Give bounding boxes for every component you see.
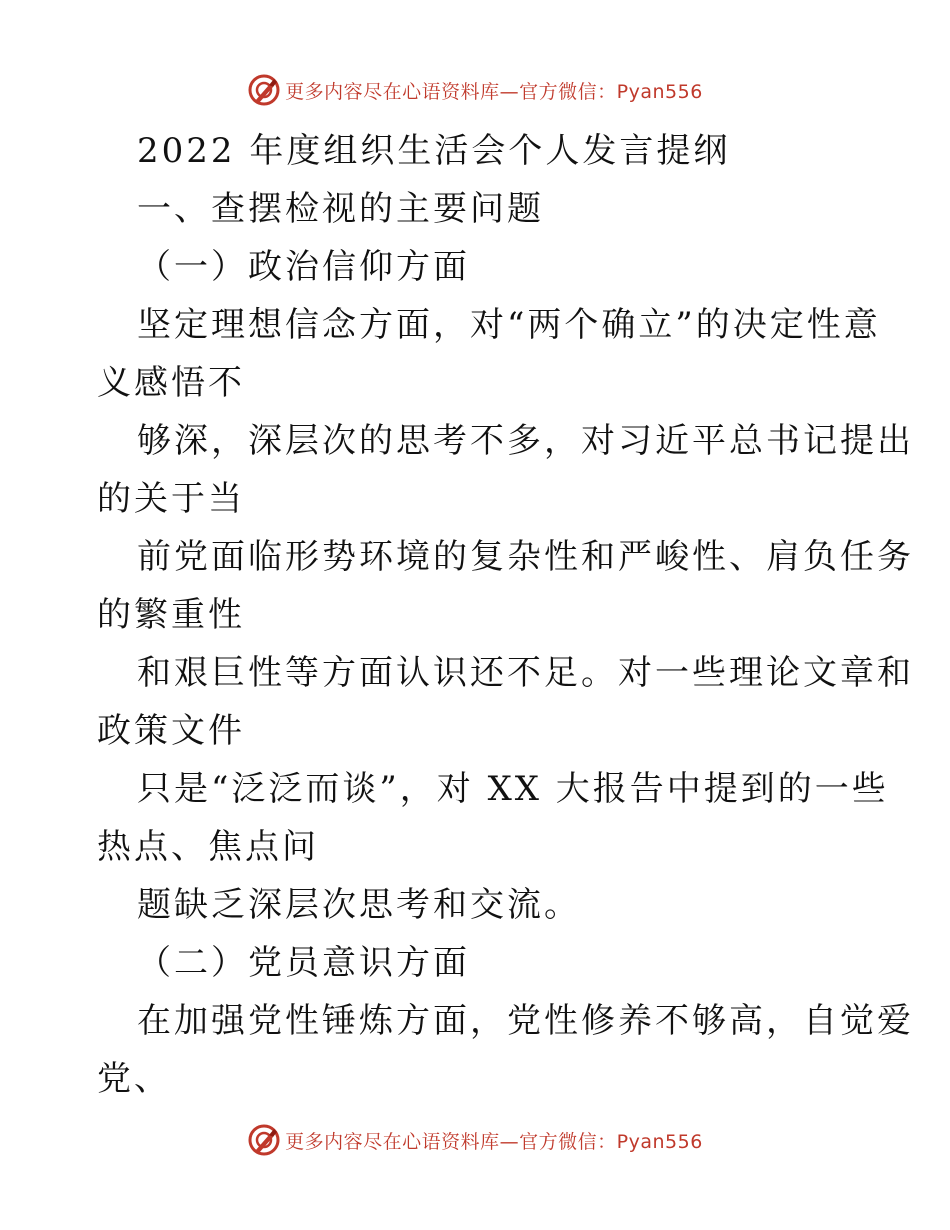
header-banner: [0, 68, 950, 112]
paragraph-line: 和艰巨性等方面认识还不足。对一些理论文章和: [137, 653, 914, 693]
paragraph-line: 题缺乏深层次思考和交流。: [137, 885, 581, 925]
footer-banner: [0, 1118, 950, 1162]
section-heading: 一、查摆检视的主要问题: [137, 189, 544, 229]
pen-logo-icon: [247, 73, 281, 107]
paragraph-line: 的关于当: [97, 479, 245, 519]
paragraph-line: 坚定理想信念方面，对“两个确立”的决定性意: [137, 305, 881, 345]
paragraph-line: 义感悟不: [97, 363, 245, 403]
paragraph-line: 只是“泛泛而谈”，对 XX 大报告中提到的一些: [137, 769, 889, 809]
subsection-heading: （一）政治信仰方面: [137, 247, 470, 287]
banner-text: 更多内容尽在心语资料库—官方微信：Pyan556: [285, 80, 703, 103]
subsection-heading: （二）党员意识方面: [137, 943, 470, 983]
banner-text: 更多内容尽在心语资料库—官方微信：Pyan556: [285, 1130, 703, 1153]
doc-title: 2022 年度组织生活会个人发言提纲: [137, 131, 731, 171]
document-body: [97, 122, 914, 1108]
paragraph-line: 的繁重性: [97, 595, 245, 635]
paragraph-line: 党、: [97, 1059, 171, 1099]
paragraph-line: 够深，深层次的思考不多，对习近平总书记提出: [137, 421, 914, 461]
pen-logo-icon: [247, 1123, 281, 1157]
paragraph-line: 在加强党性锤炼方面，党性修养不够高，自觉爱: [137, 1001, 914, 1041]
paragraph-line: 热点、焦点问: [97, 827, 319, 867]
paragraph-line: 前党面临形势环境的复杂性和严峻性、肩负任务: [137, 537, 914, 577]
paragraph-line: 政策文件: [97, 711, 245, 751]
